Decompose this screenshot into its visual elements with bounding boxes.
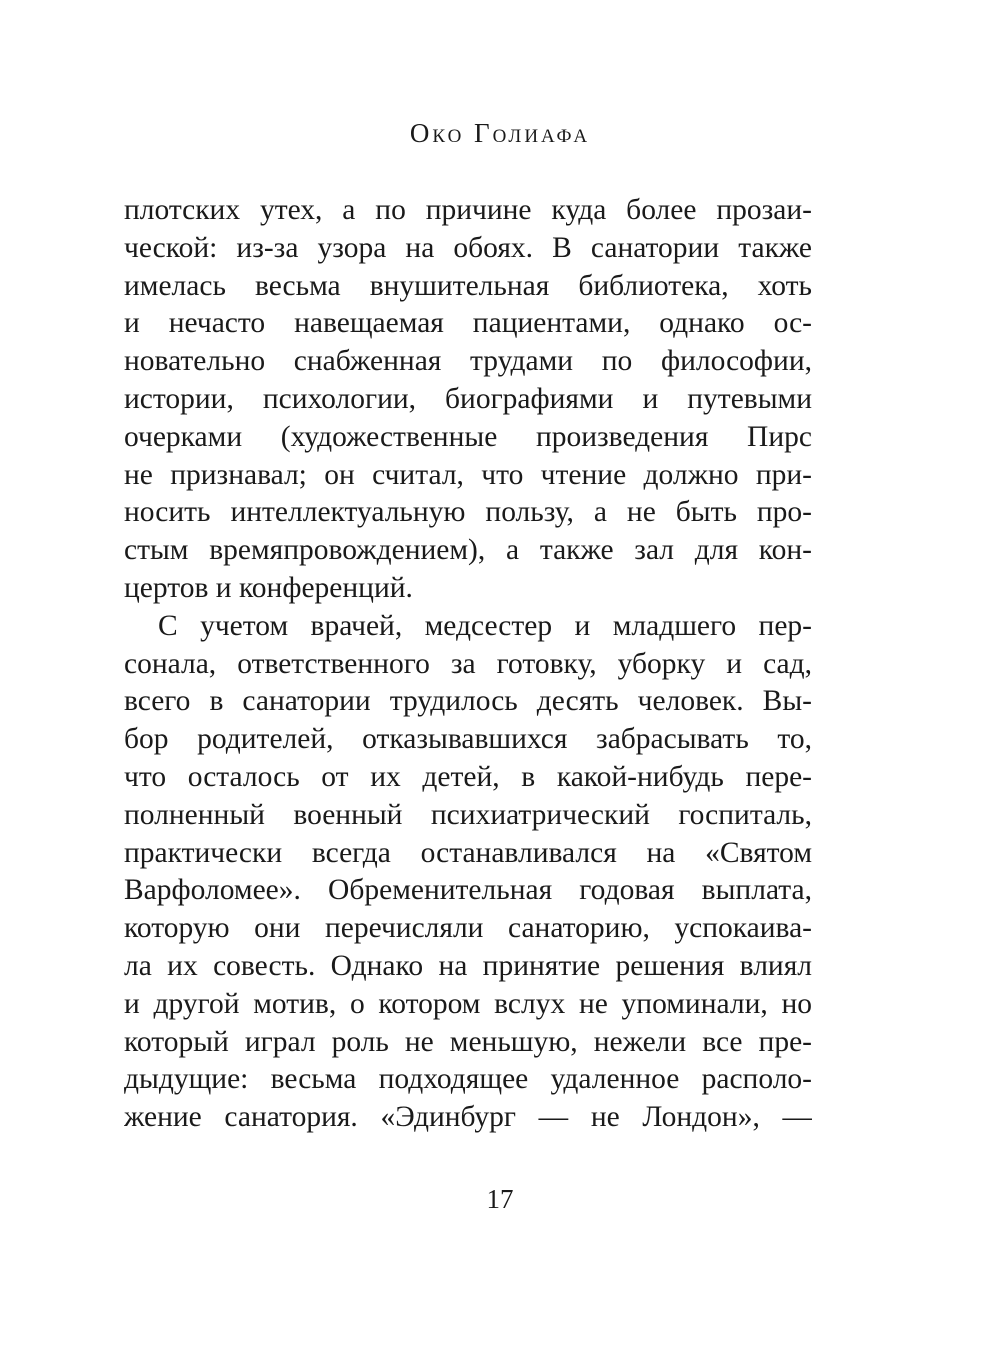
page-number: 17 xyxy=(486,1184,514,1214)
text-line: которую они перечисляли санаторию, успокаива- xyxy=(124,912,812,945)
text-line: ческой: из-за узора на обоях. В санатории также xyxy=(124,231,812,264)
text-line: всего в санатории трудилось десять человек. Вы- xyxy=(124,685,812,718)
text-line: новательно снабженная трудами по философии, xyxy=(124,345,812,378)
text-line: стым времяпровождением), а также зал для кон- xyxy=(124,534,812,567)
text-line: очерками (художественные произведения Пирс xyxy=(124,420,812,453)
text-line: Варфоломее». Обременительная годовая выплата, xyxy=(124,874,812,907)
text-line: и нечасто навещаемая пациентами, однако ос- xyxy=(124,307,812,340)
text-line: полненный военный психиатрический госпиталь, xyxy=(124,798,812,831)
running-head: Око Голиафа xyxy=(409,118,591,148)
text-line: дыдущие: весьма подходящее удаленное располо- xyxy=(124,1063,812,1096)
text-line: практически всегда останавливался на «Святом xyxy=(124,836,812,869)
text-line: имелась весьма внушительная библиотека, хоть xyxy=(124,269,812,302)
text-line: что осталось от их детей, в какой-нибудь пере- xyxy=(124,760,812,793)
text-line: плотских утех, а по причине куда более прозаи- xyxy=(124,194,812,226)
text-line: носить интеллектуальную пользу, а не быть про- xyxy=(124,496,812,529)
text-line: который играл роль не меньшую, нежели все пре- xyxy=(124,1025,812,1058)
text-line: цертов и конференций. xyxy=(124,571,413,604)
text-line: сонала, ответственного за готовку, уборку и сад, xyxy=(124,647,812,680)
text-line: ла их совесть. Однако на принятие решения влиял xyxy=(124,949,812,982)
body-text xyxy=(124,192,812,1137)
text-line: жение санатория. «Эдинбург — не Лондон», — xyxy=(124,1101,812,1134)
text-line: истории, психологии, биографиями и путевыми xyxy=(124,382,812,415)
text-line: бор родителей, отказывавшихся забрасывать то, xyxy=(124,723,812,756)
text-line: не признавал; он считал, что чтение должно при- xyxy=(124,458,812,491)
text-line: и другой мотив, о котором вслух не упоминали, но xyxy=(124,987,812,1020)
text-line: С учетом врачей, медсестер и младшего пер- xyxy=(158,609,812,642)
